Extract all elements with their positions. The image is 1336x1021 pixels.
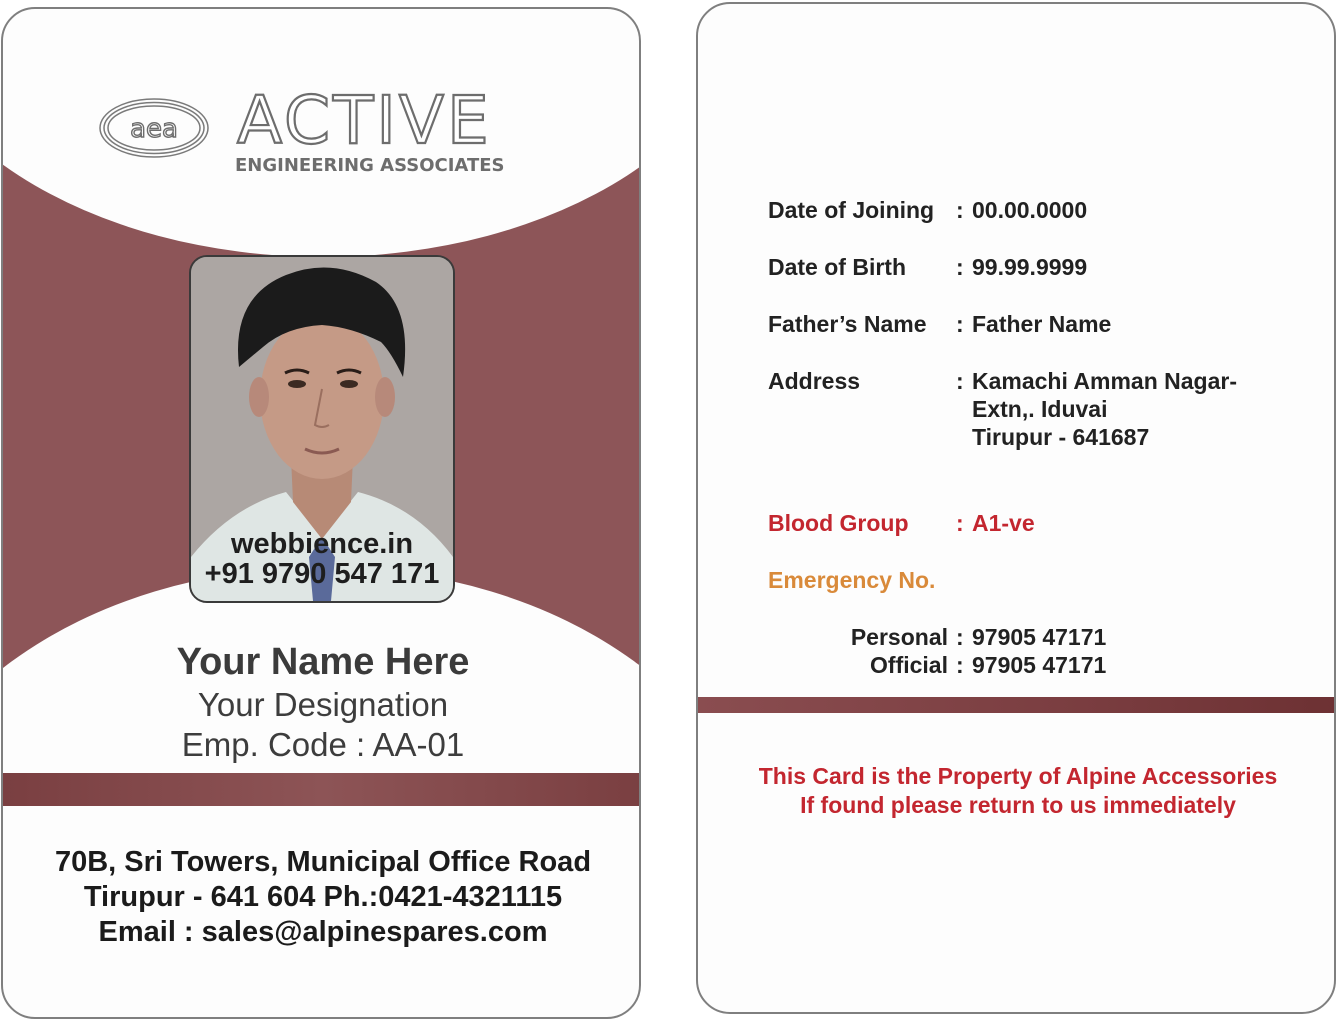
official-label: Official	[870, 652, 948, 678]
company-address-line2: Tirupur - 641 604 Ph.:0421-4321115	[83, 881, 563, 913]
photo-watermark-phone: +91 9790 547 171	[204, 558, 440, 590]
id-card-front	[1, 7, 641, 1019]
company-address-line1: 70B, Sri Towers, Municipal Office Road	[54, 846, 592, 878]
svg-text:ACTIVE: ACTIVE	[237, 83, 492, 153]
id-card-back	[696, 2, 1336, 1014]
blood-group-value: A1-ve	[972, 510, 1035, 536]
colon: :	[956, 624, 964, 650]
joining-date-label: Date of Joining	[768, 197, 935, 223]
colon: :	[956, 368, 964, 394]
address-value-line1: Kamachi Amman Nagar-	[972, 368, 1238, 394]
employee-name: Your Name Here	[176, 641, 470, 683]
colon: :	[956, 311, 964, 337]
joining-date-value: 00.00.0000	[972, 197, 1088, 223]
address-value-line3: Tirupur - 641687	[972, 424, 1150, 450]
photo-watermark-site: webbience.in	[230, 528, 414, 560]
employee-photo	[189, 255, 455, 603]
official-number: 97905 47171	[972, 652, 1107, 678]
blood-group-label: Blood Group	[768, 510, 909, 536]
employee-designation: Your Designation	[197, 686, 449, 723]
address-value-line2: Extn,. Iduvai	[972, 396, 1108, 422]
property-notice-line1: This Card is the Property of Alpine Accessories	[758, 763, 1278, 789]
maroon-divider-strip	[3, 773, 641, 806]
property-notice-line2: If found please return to us immediately	[800, 792, 1236, 818]
address-label: Address	[768, 368, 861, 394]
colon: :	[956, 510, 964, 536]
birth-date-label: Date of Birth	[768, 254, 906, 280]
colon: :	[956, 254, 964, 280]
birth-date-value: 99.99.9999	[972, 254, 1088, 280]
colon: :	[956, 197, 964, 223]
personal-number: 97905 47171	[972, 624, 1107, 650]
maroon-divider-strip	[698, 697, 1336, 713]
active-wordmark	[235, 83, 525, 153]
colon: :	[956, 652, 964, 678]
svg-text:aea: aea	[130, 114, 178, 144]
aea-logo-icon	[98, 97, 210, 159]
company-email: Email : sales@alpinespares.com	[98, 916, 548, 948]
employee-code: Emp. Code : AA-01	[181, 726, 465, 763]
emergency-label: Emergency No.	[768, 567, 936, 593]
father-name-label: Father’s Name	[768, 311, 927, 337]
personal-label: Personal	[850, 624, 948, 650]
father-name-value: Father Name	[972, 311, 1112, 337]
company-subtitle: ENGINEERING ASSOCIATES	[235, 155, 505, 176]
